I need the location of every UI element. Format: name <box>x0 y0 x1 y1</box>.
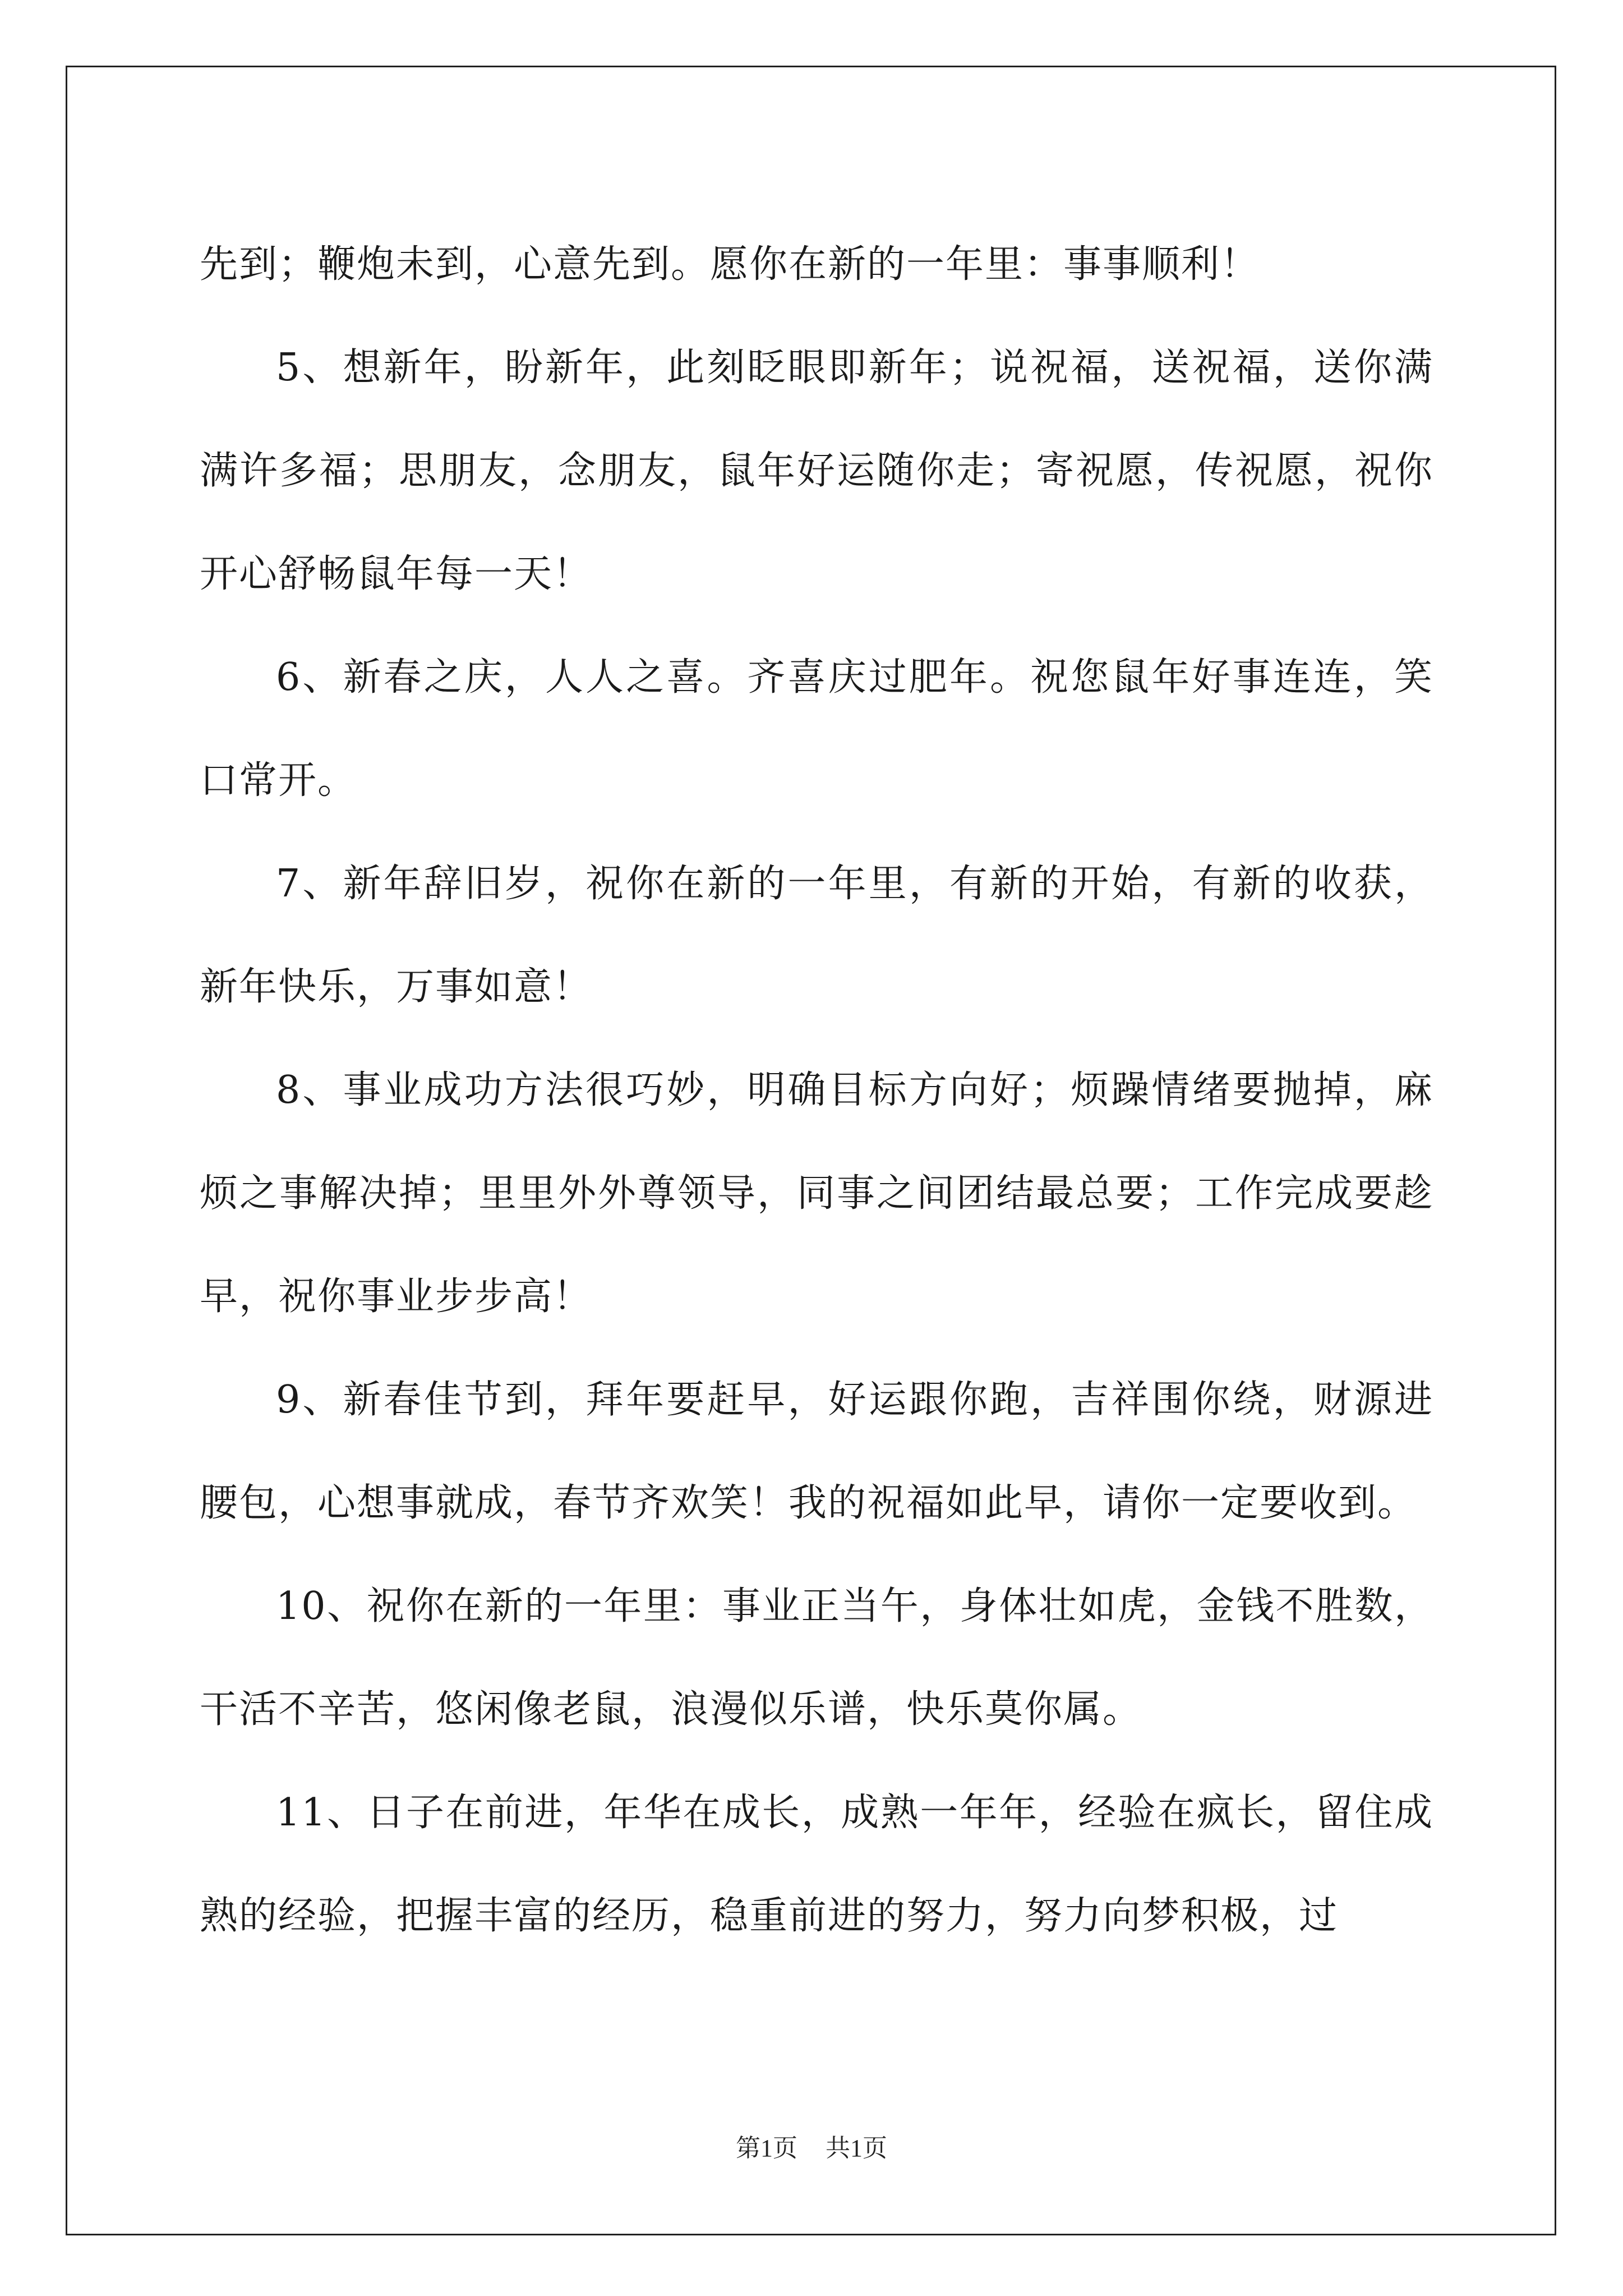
paragraph-continuation: 先到；鞭炮未到，心意先到。愿你在新的一年里：事事顺利！ <box>200 242 1260 287</box>
paragraph-item-8: 8、事业成功方法很巧妙，明确目标方向好；烦躁情绪要抛掉，麻烦之事解决掉；里里外外尊领导，同事之间团结最总要；工作完成要趁早，祝你事业步步高！ <box>200 1068 1433 1319</box>
page-number-current: 第1页 <box>736 2134 797 2162</box>
page-footer <box>0 2132 1623 2165</box>
document-body <box>200 213 1433 1968</box>
paragraph-item-7: 7、新年辞旧岁，祝你在新的一年里，有新的开始，有新的收获，新年快乐，万事如意！ <box>200 862 1433 1009</box>
page-number-total: 共1页 <box>826 2134 887 2162</box>
paragraph-item-11: 11、日子在前进，年华在成长，成熟一年年，经验在疯长，留住成熟的经验，把握丰富的经历，稳重前进的努力，努力向梦积极，过 <box>200 1791 1433 1938</box>
paragraph-item-9: 9、新春佳节到，拜年要赶早，好运跟你跑，吉祥围你绕，财源进腰包，心想事就成，春节齐欢笑！我的祝福如此早，请你一定要收到。 <box>200 1378 1433 1525</box>
paragraph-item-5: 5、想新年，盼新年，此刻眨眼即新年；说祝福，送祝福，送你满满许多福；思朋友，念朋友，鼠年好运随你走；寄祝愿，传祝愿，祝你开心舒畅鼠年每一天！ <box>200 346 1433 596</box>
paragraph-item-6: 6、新春之庆，人人之喜。齐喜庆过肥年。祝您鼠年好事连连，笑口常开。 <box>200 655 1433 803</box>
paragraph-item-10: 10、祝你在新的一年里：事业正当午，身体壮如虎，金钱不胜数，干活不辛苦，悠闲像老鼠，浪漫似乐谱，快乐莫你属。 <box>200 1584 1433 1732</box>
